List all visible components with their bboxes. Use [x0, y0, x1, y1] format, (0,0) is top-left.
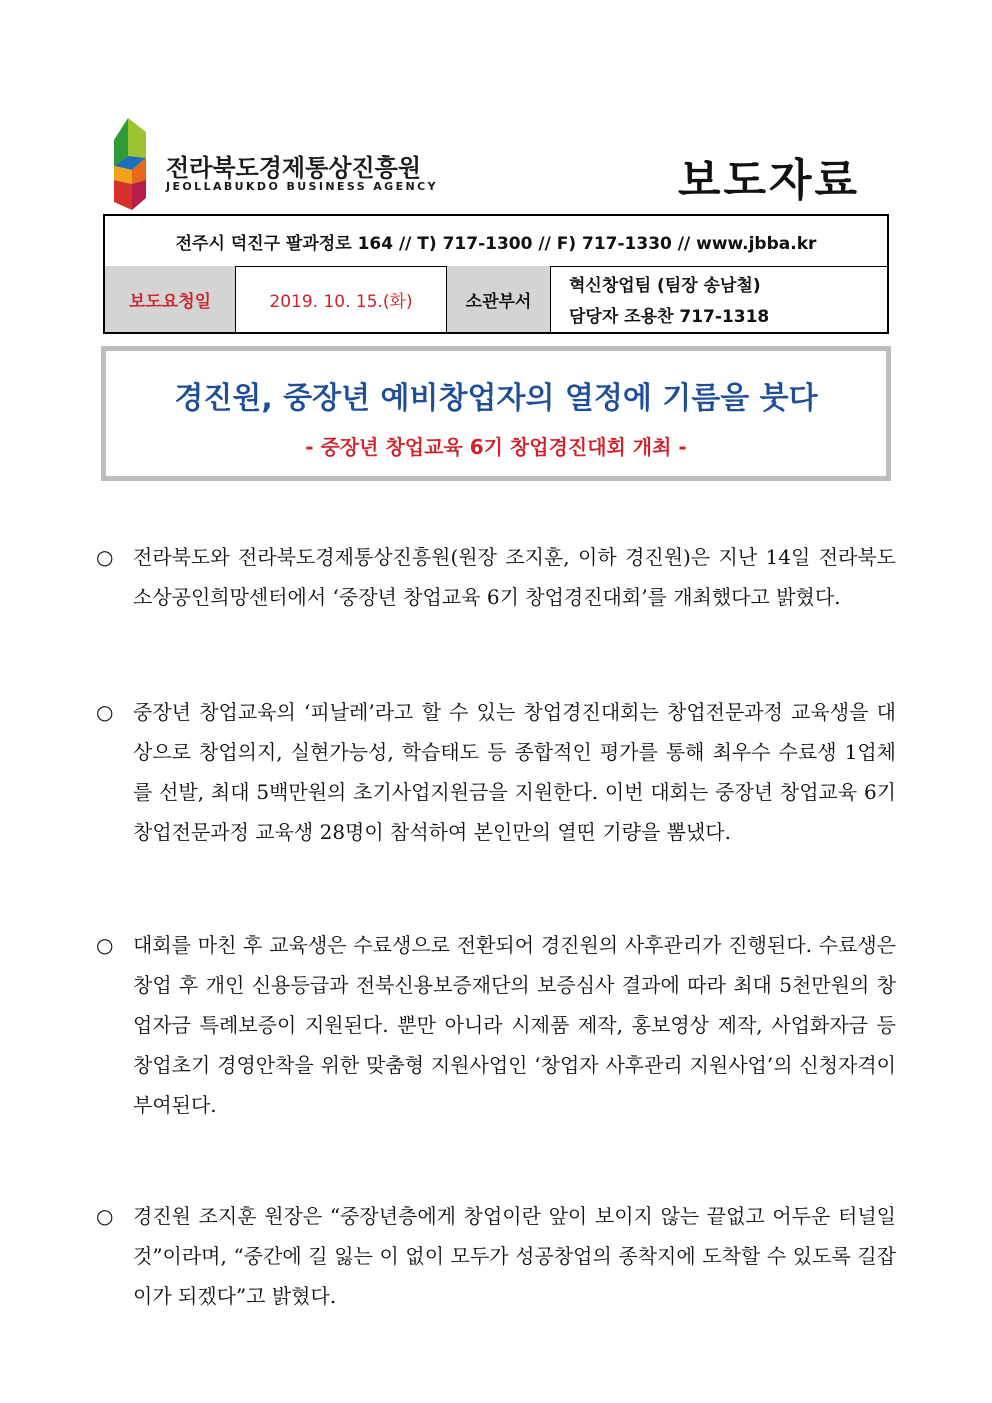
subheadline: - 중장년 창업교육 6기 창업경진대회 개최 -: [305, 435, 687, 459]
department-label: 소관부서: [447, 266, 551, 332]
agency-logo-mark: [106, 118, 156, 214]
department-team: 혁신창업팀 (팀장 송남철): [569, 276, 761, 296]
contact-line: 전주시 덕진구 팔과정로 164 // T) 717-1300 // F) 717-1330 // www.jbba.kr: [105, 216, 887, 267]
body-paragraph: [96, 925, 896, 1125]
bullet-circle-icon: ○: [96, 545, 114, 569]
paragraph-text: 대회를 마친 후 교육생은 수료생으로 전환되어 경진원의 사후관리가 진행된다. 수료생은 창업 후 개인 신용등급과 전북신용보증재단의 보증심사 결과에 따라 최대 5천만원의 창업자금 특례보증이 지원된다. 뿐만 아니라 시제품 제작, 홍보영상 제작, 사업화자금 등 창업초기 경영안착을 위한 맞춤형 지원사업인 ‘창업자 사후관리 지원사업’의 신청자격이 부여된다.: [133, 933, 896, 1117]
agency-name-ko: 전라북도경제통상진흥원: [166, 154, 422, 182]
headline: 경진원, 중장년 예비창업자의 열정에 기름을 붓다: [174, 381, 818, 416]
bullet-circle-icon: ○: [96, 933, 114, 957]
paragraph-text: 경진원 조지훈 원장은 “중장년층에게 창업이란 앞이 보이지 않는 끝없고 어두운 터널일 것”이라며, “중간에 길 잃는 이 없이 모두가 성공창업의 종착지에 도착할 수 있도록 길잡이가 되겠다”고 밝혔다.: [133, 1204, 896, 1308]
headline-box: [101, 346, 891, 481]
body-paragraph: [96, 537, 896, 617]
department-contact: 담당자 조용찬 717-1318: [569, 307, 770, 327]
release-date-value: 2019. 10. 15.(화): [236, 266, 447, 332]
press-info-table: [103, 214, 889, 334]
body-paragraph: [96, 692, 896, 852]
body-paragraph: [96, 1196, 896, 1316]
bullet-circle-icon: ○: [96, 1204, 114, 1228]
agency-name-en: JEOLLABUKDO BUSINESS AGENCY: [166, 180, 438, 193]
agency-logo: [106, 118, 438, 214]
bullet-circle-icon: ○: [96, 700, 114, 724]
department-info: [551, 266, 887, 332]
paragraph-text: 중장년 창업교육의 ‘피날레’라고 할 수 있는 창업경진대회는 창업전문과정 교육생을 대상으로 창업의지, 실현가능성, 학습태도 등 종합적인 평가를 통해 최우수 수료생 1업체를 선발, 최대 5백만원의 초기사업지원금을 지원한다. 이번 대회는 중장년 창업교육 6기 창업전문과정 교육생 28명이 참석하여 본인만의 열띤 기량을 뽐냈다.: [133, 700, 896, 844]
paragraph-text: 전라북도와 전라북도경제통상진흥원(원장 조지훈, 이하 경진원)은 지난 14일 전라북도 소상공인희망센터에서 ‘중장년 창업교육 6기 창업경진대회’를 개최했다고 밝혔다.: [133, 545, 896, 609]
release-date-label: 보도요청일: [105, 266, 236, 332]
document-type-title: 보도자료: [678, 155, 861, 206]
